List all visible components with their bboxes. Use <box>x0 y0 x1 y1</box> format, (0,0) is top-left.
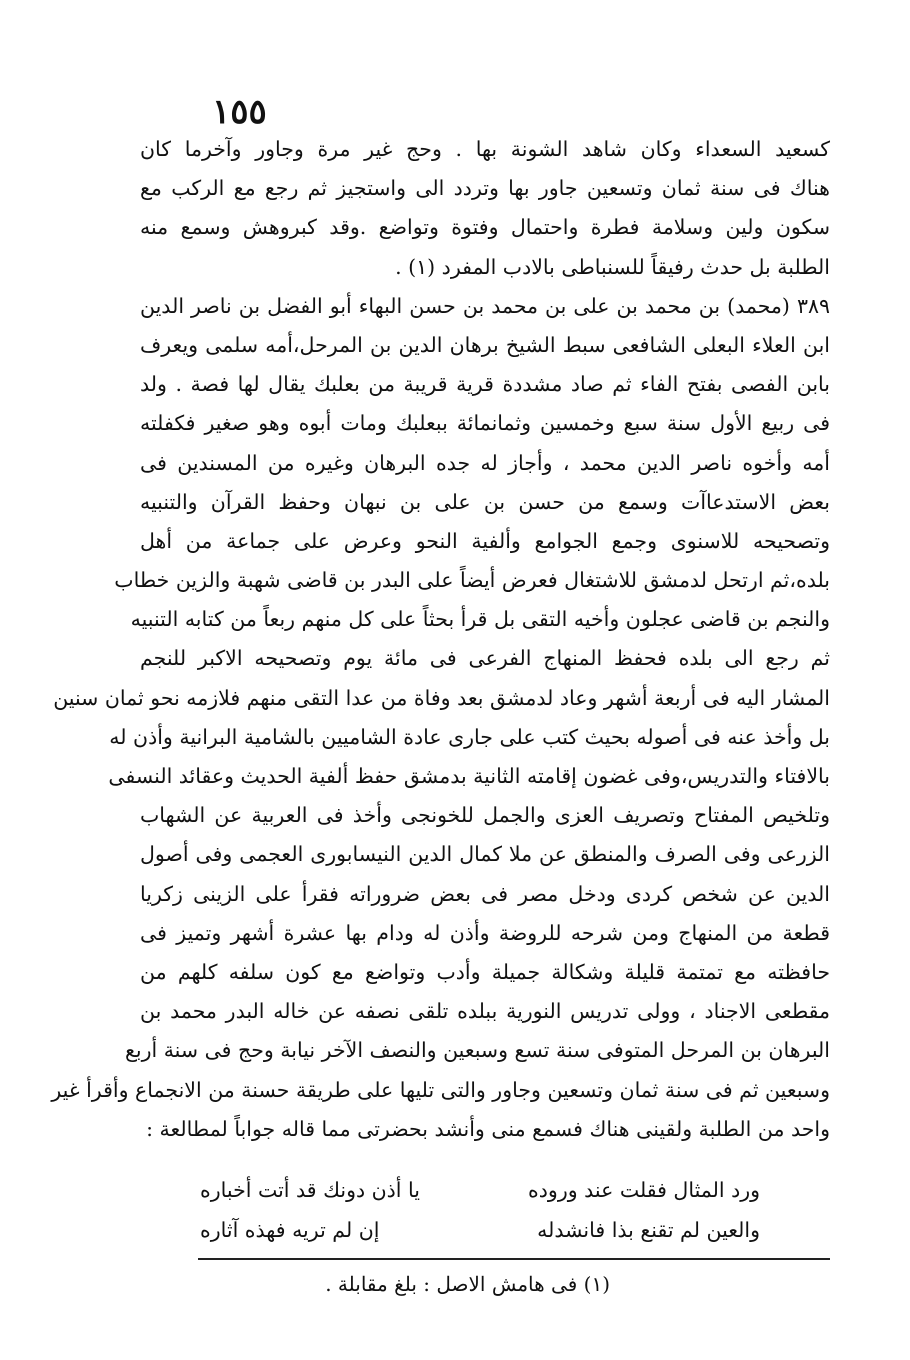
text-line: والنجم بن قاضى عجلون وأخيه التقى بل قرأ بحثاً على كل منهم ربعاً من كتابه التنبيه <box>130 607 830 632</box>
footnote: (١) فى هامش الاصل : بلغ مقابلة . <box>325 1272 610 1296</box>
text-line: ابن العلاء البعلى الشافعى سبط الشيخ برهان الدين بن المرحل،أمه سلمى ويعرف <box>140 332 830 357</box>
text-line: قطعة من المنهاج ومن شرحه للروضة وأذن له ودام بها عشرة أشهر وتميز فى <box>140 920 830 945</box>
text-line: وتصحيحه للاسنوى وجمع الجوامع وألفية النحو وعرض على جماعة من أهل <box>140 528 830 553</box>
text-line: وتلخيص المفتاح وتصريف العزى والجمل للخونجى وأخذ فى العربية عن الشهاب <box>140 803 830 828</box>
text-line: المشار اليه فى أربعة أشهر وعاد لدمشق بعد وفاة من عدا التقى منهم فلازمه نحو ثمان سنين <box>53 685 830 710</box>
text-line: أمه وأخوه ناصر الدين محمد ، وأجاز له جده البرهان وغيره من المسندين فى <box>140 450 830 475</box>
body-text <box>51 130 830 1149</box>
verse-line <box>200 1218 760 1242</box>
text-line: مقطعى الاجناد ، وولى تدريس النورية ببلده تلقى نصفه عن خاله البدر محمد بن <box>140 999 830 1024</box>
text-line: بالافتاء والتدريس،وفى غضون إقامته الثانية بدمشق حفظ ألفية الحديث وعقائد النسفى <box>108 764 830 788</box>
page-number: ١٥٥ <box>212 92 267 132</box>
footnote-divider <box>198 1258 830 1260</box>
text-line: بعض الاستدعاآت وسمع من حسن بن على بن نبهان وحفظ القرآن والتنبيه <box>140 489 830 514</box>
entry-heading-line: ٣٨٩ (محمد) بن محمد بن على بن محمد بن حسن البهاء أبو الفضل بن ناصر الدين <box>140 293 830 318</box>
text-line: الدين عن شخص كردى ودخل مصر فى بعض ضروراته فقرأ على الزينى زكريا <box>140 881 830 906</box>
text-line: سكون ولين وسلامة فطرة واحتمال وفتوة وتواضع .وقد كبروهش وسمع منه <box>140 215 830 240</box>
text-line: واحد من الطلبة ولقينى هناك فسمع منى وأنشد بحضرتى مما قاله جواباً لمطالعة : <box>146 1116 830 1141</box>
text-line: البرهان بن المرحل المتوفى سنة تسع وسبعين والنصف الآخر نيابة وحج فى سنة أربع <box>124 1038 830 1063</box>
text-line: وسبعين ثم فى سنة ثمان وتسعين وجاور والتى تليها على طريقة حسنة من الانجماع وأقرأ غير <box>51 1077 830 1102</box>
text-line: الزرعى وفى الصرف والمنطق عن ملا كمال الدين النيسابورى العجمى وفى أصول <box>140 842 830 867</box>
text-line: الطلبة بل حدث رفيقاً للسنباطى بالادب المفرد (١) . <box>395 254 830 279</box>
text-line: ثم رجع الى بلده فحفظ المنهاج الفرعى فى مائة يوم وتصحيحه الاكبر للنجم <box>140 646 830 671</box>
text-line: بابن الفصى بفتح الفاء ثم صاد مشددة قرية قريبة من بعلبك يقال لها فصة . ولد <box>140 372 830 397</box>
text-line: هناك فى سنة ثمان وتسعين جاور بها وتردد الى واستجيز ثم رجع مع الركب مع <box>140 176 830 201</box>
verse-first-hemistich: ورد المثال فقلت عند وروده <box>528 1178 760 1202</box>
text-line: حافظته مع تمتمة قليلة وشكالة جميلة وأدب وتواضع مع كون سلفه كلهم من <box>140 959 830 984</box>
verse-second-hemistich: يا أذن دونك قد أتت أخباره <box>200 1178 420 1202</box>
verse-first-hemistich: والعين لم تقنع بذا فانشدله <box>537 1218 760 1242</box>
verse-line <box>200 1178 760 1202</box>
text-line: كسعيد السعداء وكان شاهد الشونة بها . وحج غير مرة وجاور وآخرما كان <box>140 137 830 161</box>
text-line: بلده،ثم ارتحل لدمشق للاشتغال فعرض أيضاً على البدر بن قاضى شهبة والزين خطاب <box>114 568 830 593</box>
verse-second-hemistich: إن لم تريه فهذه آثاره <box>200 1218 380 1242</box>
text-line: بل وأخذ عنه فى أصوله بحيث كتب على جارى عادة الشاميين بالشامية البرانية وأذن له <box>109 724 830 749</box>
text-line: فى ربيع الأول سنة سبع وخمسين وثمانمائة ببعلبك ومات أبوه وهو صغير فكفلته <box>140 411 830 436</box>
